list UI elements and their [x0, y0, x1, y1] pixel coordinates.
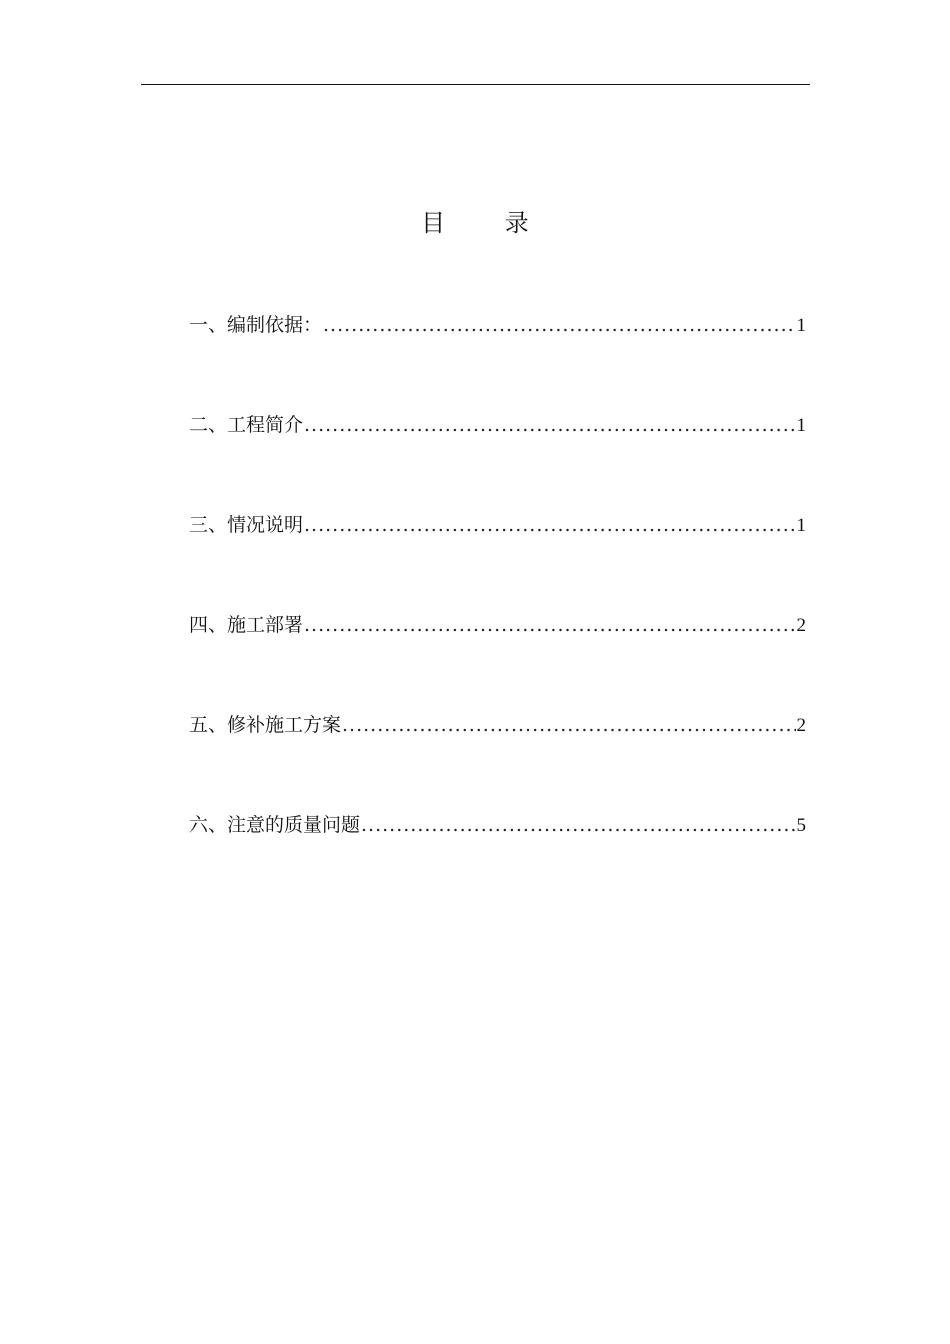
toc-entry-label: 三、情况说明 [189, 514, 304, 536]
toc-entry-page: 2 [796, 715, 806, 736]
toc-entry[interactable] [189, 606, 806, 706]
toc-entry[interactable] [189, 706, 806, 806]
toc-entry-label: 六、注意的质量问题 [189, 814, 361, 836]
toc-entry[interactable] [189, 306, 806, 406]
header-rule [141, 84, 810, 85]
page-title: 目 录 [421, 209, 555, 237]
toc-entry-page: 1 [796, 515, 806, 536]
toc-entry-label: 一、编制依据： [189, 314, 323, 336]
toc-entry-page: 1 [796, 415, 806, 436]
toc-dot-leader [323, 306, 795, 344]
toc-dot-leader [304, 406, 795, 444]
toc-entry[interactable] [189, 406, 806, 506]
toc-dot-leader [342, 706, 795, 744]
toc-entry-label: 二、工程简介 [189, 414, 304, 436]
toc-entry-page: 2 [796, 615, 806, 636]
table-of-contents [189, 306, 806, 906]
toc-entry-page: 5 [796, 815, 806, 836]
toc-entry[interactable] [189, 806, 806, 906]
toc-entry-label: 五、修补施工方案 [189, 714, 342, 736]
toc-entry-label: 四、施工部署 [189, 614, 304, 636]
toc-dot-leader [361, 806, 795, 844]
toc-dot-leader [304, 506, 795, 544]
toc-entry[interactable] [189, 506, 806, 606]
toc-dot-leader [304, 606, 795, 644]
toc-entry-page: 1 [796, 315, 806, 336]
